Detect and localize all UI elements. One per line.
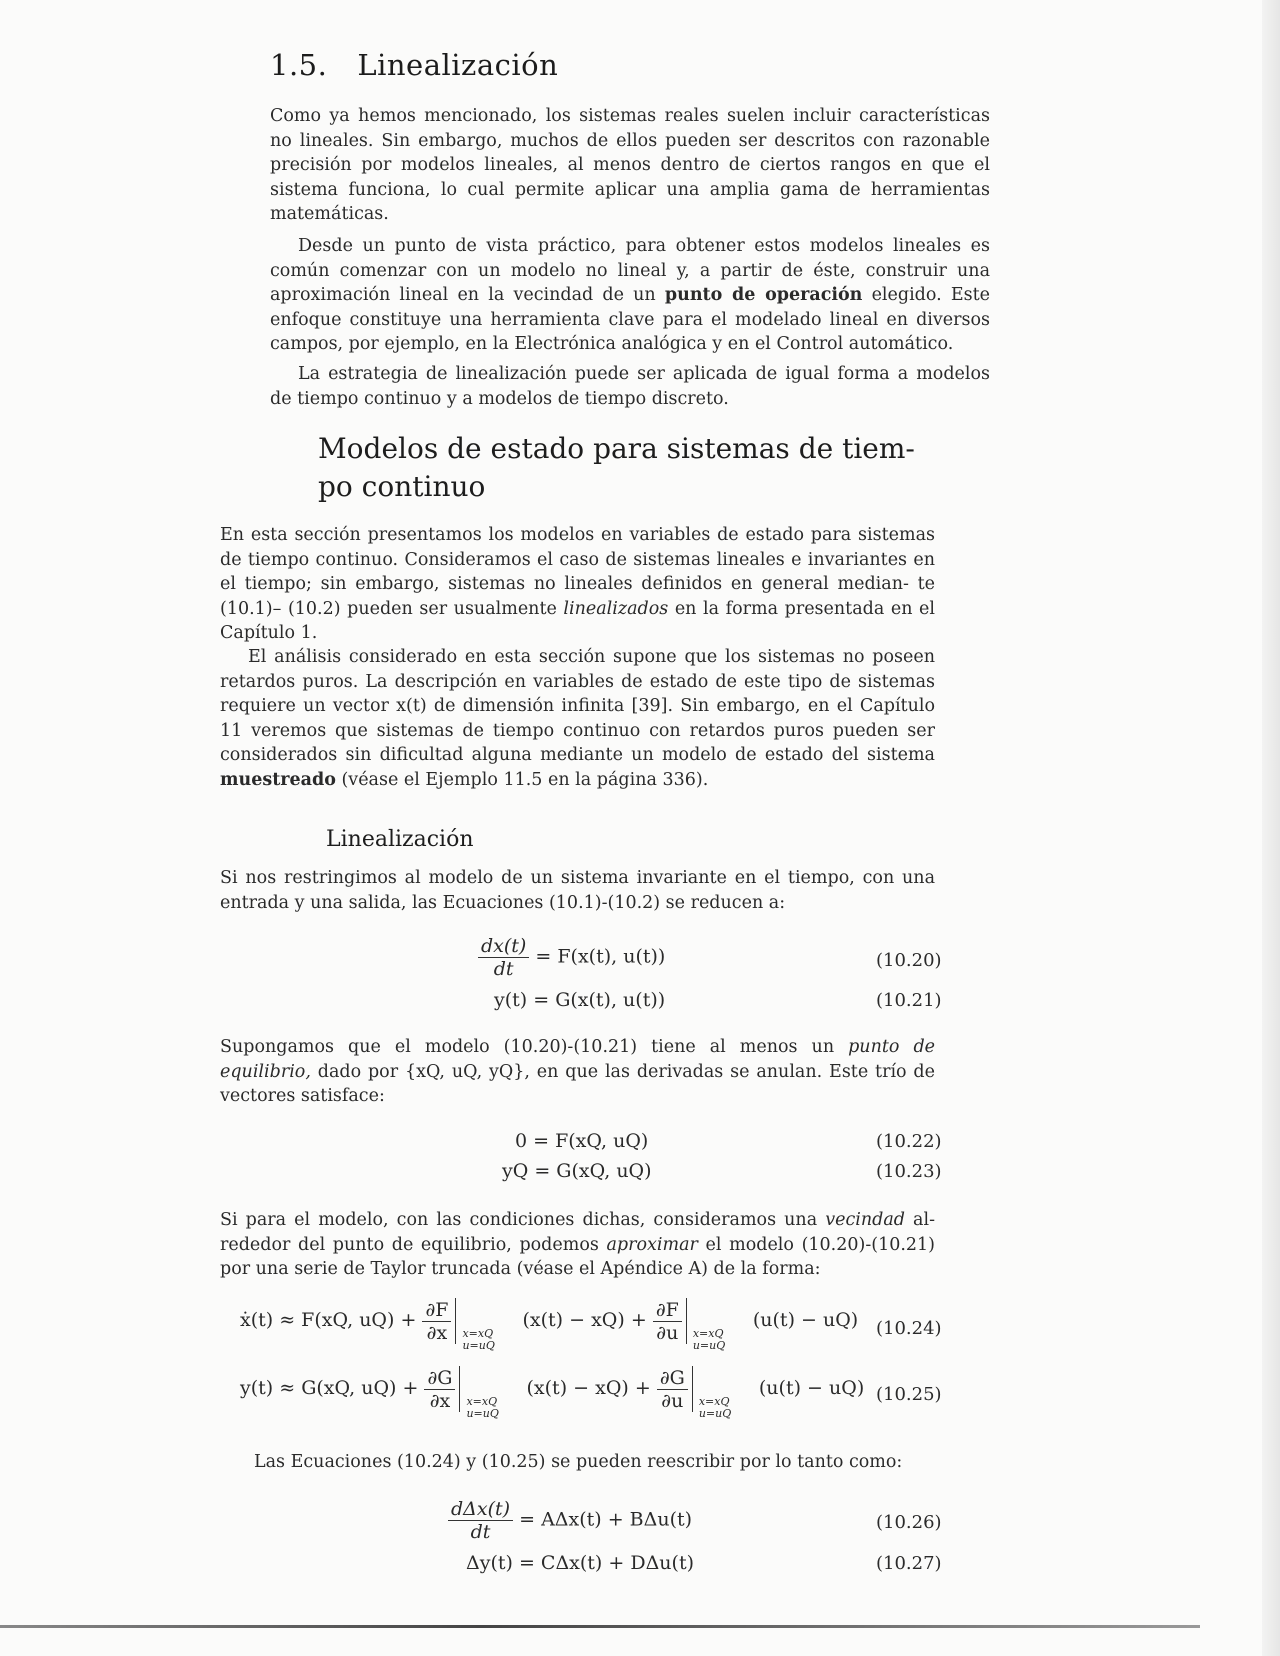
eq-10-25-sub2b: u=uQ xyxy=(698,1407,732,1420)
sub-paragraph-3-text-c: el modelo (10.20)-(10.21) por una serie de Taylor truncada (véase el Apéndice A) de la forma: xyxy=(220,1234,935,1279)
eq-10-25-eval-bar-2 xyxy=(692,1366,749,1420)
intro-paragraph-1 xyxy=(220,523,935,646)
eq-10-25-d1-num: ∂G xyxy=(424,1367,455,1390)
intro-paragraph-1-text-b: en la forma presentada en el Capítulo 1. xyxy=(220,598,936,643)
scan-shadow-edge xyxy=(1262,0,1280,1656)
sub-paragraph-2-text-b: dado por {xQ, uQ, yQ}, en que las derivadas se anulan. Este trío de vectores satisface: xyxy=(220,1061,935,1106)
eq-10-20-numerator: dx(t) xyxy=(478,935,529,958)
eq-10-26-denominator: dt xyxy=(470,1521,491,1543)
eq-10-26-numerator: dΔx(t) xyxy=(448,1498,513,1521)
equation-10-20 xyxy=(478,935,665,980)
eq-10-22-label: (10.22) xyxy=(876,1131,942,1152)
eq-10-24-sub2a: x=xQ xyxy=(692,1327,724,1340)
eq-10-24-derivative-1 xyxy=(422,1299,451,1344)
intro-paragraph-2 xyxy=(220,645,935,792)
eq-10-25-eval-bar-1 xyxy=(459,1366,516,1420)
eq-10-25-lhs: y(t) ≈ G(xQ, uQ) + xyxy=(240,1377,419,1399)
eq-10-20-fraction xyxy=(478,935,529,980)
sub-paragraph-3-text-a: Si para el modelo, con las condiciones dichas, consideramos una xyxy=(220,1210,826,1230)
intro-paragraph-2-text-a: El análisis considerado en esta sección supone que los sistemas no poseen retardos puros. La descripción en variables de estado de este tipo de sistemas requiere un vector x(t) de dimensión infinita [39]. Sin embargo, en el Capítulo 11 veremos que sistemas de tiempo continuo con retardos puros pueden ser considerados sin dificultad alguna mediante un modelo de estado del sistema xyxy=(220,647,935,765)
eq-10-21-label: (10.21) xyxy=(876,990,942,1011)
eq-10-24-d1-den: ∂x xyxy=(426,1321,448,1344)
eq-10-23-label: (10.23) xyxy=(876,1161,942,1182)
eq-10-24-d2-den: ∂u xyxy=(656,1321,679,1344)
eq-10-25-d2-num: ∂G xyxy=(657,1367,688,1390)
sub-paragraph-3 xyxy=(220,1208,935,1282)
chapter-heading xyxy=(318,430,958,506)
eq-10-25-sub1a: x=xQ xyxy=(466,1395,498,1408)
eq-10-25-derivative-2 xyxy=(657,1367,688,1412)
sampled-term: muestreado xyxy=(220,769,336,790)
eq-10-24-lhs: ẋ(t) ≈ F(xQ, uQ) + xyxy=(240,1309,417,1331)
chapter-heading-line-1: Modelos de estado para sistemas de tiem- xyxy=(318,432,915,465)
eq-10-25-sub2a: x=xQ xyxy=(698,1395,730,1408)
eq-10-25-d2-den: ∂u xyxy=(661,1389,684,1412)
equation-10-21: y(t) = G(x(t), u(t)) xyxy=(494,989,666,1011)
operating-point-term: punto de operación xyxy=(664,285,863,305)
equation-10-22: 0 = F(xQ, uQ) xyxy=(515,1130,649,1152)
subsection-heading: Linealización xyxy=(326,827,474,852)
eq-10-20-rhs: = F(x(t), u(t)) xyxy=(535,945,666,968)
old-paragraph-3-text: La estrategia de linealización puede ser aplicada de igual forma a modelos de tiempo continuo y a modelos de tiempo discreto. xyxy=(270,364,990,409)
eq-10-24-sub1b: u=uQ xyxy=(462,1339,495,1352)
old-paragraph-2 xyxy=(270,234,990,357)
eq-10-24-end: (u(t) − uQ) xyxy=(752,1309,859,1331)
eq-10-24-sub1a: x=xQ xyxy=(462,1327,494,1340)
equilibrium-point-term: punto de equilibrio, xyxy=(220,1037,935,1082)
equation-10-23: yQ = G(xQ, uQ) xyxy=(502,1160,652,1182)
eq-10-24-d2-num: ∂F xyxy=(653,1299,682,1322)
equation-10-25 xyxy=(240,1366,865,1420)
intro-paragraph-2-text-b: (véase el Ejemplo 11.5 en la página 336). xyxy=(335,769,709,790)
equation-10-24 xyxy=(240,1298,859,1352)
chapter-heading-line-2: po continuo xyxy=(318,470,486,503)
eq-10-20-label: (10.20) xyxy=(876,950,942,971)
eq-10-24-eval-bar-2 xyxy=(686,1298,743,1352)
eq-10-27-label: (10.27) xyxy=(876,1553,942,1574)
neighborhood-term: vecindad xyxy=(825,1210,905,1230)
eq-10-24-derivative-2 xyxy=(653,1299,682,1344)
old-paragraph-3 xyxy=(270,362,990,411)
eq-10-24-d1-num: ∂F xyxy=(422,1299,451,1322)
eq-10-25-d1-den: ∂x xyxy=(429,1389,451,1412)
section-number: 1.5. xyxy=(270,48,328,82)
sub-paragraph-2-text-a: Supongamos que el modelo (10.20)-(10.21) tiene al menos un xyxy=(220,1037,849,1057)
eq-10-26-fraction xyxy=(448,1498,513,1543)
old-paragraph-1 xyxy=(270,104,990,227)
intro-paragraph-1-text-a: En esta sección presentamos los modelos en variables de estado para sistemas de tiempo continuo. Consideramos el caso de sistemas lineales e invariantes en el tiempo; sin embargo, sistemas no lineales definidos en general median- te (10.1)– (10.2) pueden ser usualmente xyxy=(220,525,935,619)
eq-10-20-denominator: dt xyxy=(493,958,514,980)
equation-10-27: Δy(t) = CΔx(t) + DΔu(t) xyxy=(466,1552,694,1574)
eq-10-26-label: (10.26) xyxy=(876,1512,942,1533)
equation-10-26 xyxy=(448,1498,692,1543)
eq-10-26-rhs: = AΔx(t) + BΔu(t) xyxy=(519,1508,693,1531)
sub-paragraph-3-text-b: al- rededor del punto de equilibrio, podemos xyxy=(220,1210,935,1255)
old-paragraph-1-text: Como ya hemos mencionado, los sistemas reales suelen incluir características no lineales. Sin embargo, muchos de ellos pueden ser descritos con razonable precisión por modelos lineales, al menos dentro de ciertos rangos en que el sistema funciona, lo cual permite aplicar una amplia gama de herramientas matemáticas. xyxy=(270,106,990,224)
eq-10-24-mid: (x(t) − xQ) + xyxy=(522,1309,647,1331)
eq-10-25-label: (10.25) xyxy=(876,1384,942,1405)
old-paragraph-2-text-b: elegido. Este enfoque constituye una herramienta clave para el modelado lineal en diversos campos, por ejemplo, en la Electrónica analógica y en el Control automático. xyxy=(270,285,990,354)
sub-paragraph-2 xyxy=(220,1035,935,1109)
eq-10-25-sub1b: u=uQ xyxy=(466,1407,499,1420)
approximate-term: aproximar xyxy=(606,1234,698,1255)
eq-10-24-sub2b: u=uQ xyxy=(692,1339,726,1352)
eq-10-24-label: (10.24) xyxy=(876,1318,942,1339)
sub-paragraph-1 xyxy=(220,866,935,915)
section-heading xyxy=(270,48,558,82)
eq-10-25-derivative-1 xyxy=(424,1367,455,1412)
sub-paragraph-4: Las Ecuaciones (10.24) y (10.25) se pueden reescribir por lo tanto como: xyxy=(254,1452,903,1472)
scan-bottom-line xyxy=(0,1625,1200,1628)
linearized-term: linealizados xyxy=(563,598,669,619)
section-title: Linealización xyxy=(357,48,559,82)
eq-10-25-mid: (x(t) − xQ) + xyxy=(526,1377,651,1399)
eq-10-25-end: (u(t) − uQ) xyxy=(758,1377,865,1399)
eq-10-24-eval-bar-1 xyxy=(455,1298,512,1352)
sub-paragraph-1-text: Si nos restringimos al modelo de un sistema invariante en el tiempo, con una entrada y una salida, las Ecuaciones (10.1)-(10.2) se reducen a: xyxy=(220,868,935,913)
old-paragraph-2-text-a: Desde un punto de vista práctico, para obtener estos modelos lineales es común comenzar con un modelo no lineal y, a partir de éste, construir una aproximación lineal en la vecindad de un xyxy=(270,236,990,305)
